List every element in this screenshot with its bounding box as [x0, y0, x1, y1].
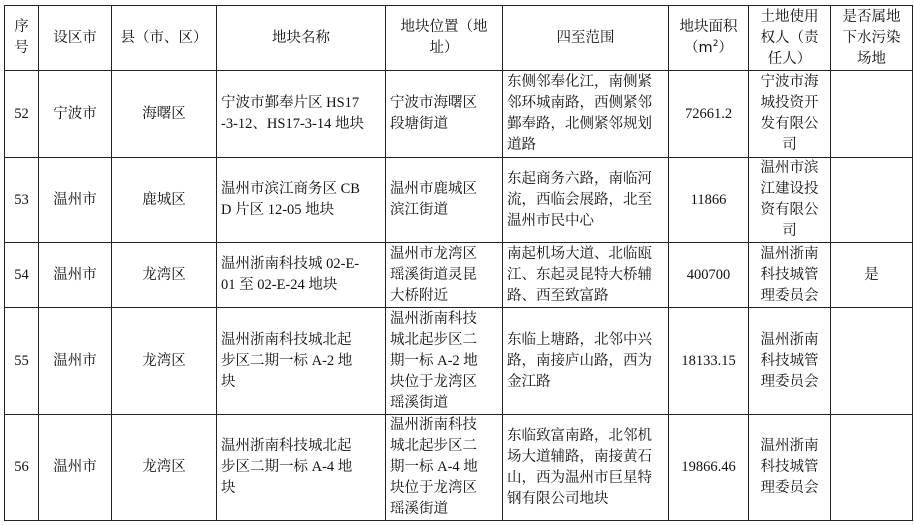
cell-groundwater: 是: [831, 243, 913, 308]
table-row: [5, 158, 913, 243]
cell-location: 温州市鹿城区 滨江街道: [386, 158, 503, 243]
header-area: [669, 6, 749, 71]
header-owner: 土地使用 权人（责 任人）: [749, 6, 831, 71]
cell-owner: 温州市滨 江建设投 资有限公 司: [749, 158, 831, 243]
cell-city: 宁波市: [39, 71, 112, 158]
cell-boundary: 南起机场大道、北临瓯 江、东起灵昆特大桥辅 路、西至致富路: [503, 243, 669, 308]
cell-no: 53: [5, 158, 39, 243]
table-row: [5, 243, 913, 308]
cell-no: 55: [5, 308, 39, 415]
cell-city: 温州市: [39, 158, 112, 243]
cell-groundwater: [831, 308, 913, 415]
cell-city: 温州市: [39, 415, 112, 521]
cell-county: 龙湾区: [112, 308, 217, 415]
cell-owner: 温州浙南 科技城管 理委员会: [749, 308, 831, 415]
cell-city: 温州市: [39, 243, 112, 308]
cell-boundary: 东起商务六路，南临河 流，西临会展路，北至 温州市民中心: [503, 158, 669, 243]
header-groundwater: 是否属地 下水污染 场地: [831, 6, 913, 71]
cell-boundary: 东侧邻奉化江，南侧紧 邻环城南路，西侧紧邻 鄞奉路，北侧紧邻规划 道路: [503, 71, 669, 158]
cell-county: 海曙区: [112, 71, 217, 158]
cell-groundwater: [831, 415, 913, 521]
cell-groundwater: [831, 71, 913, 158]
header-name: 地块名称: [217, 6, 386, 71]
cell-city: 温州市: [39, 308, 112, 415]
cell-location: 温州浙南科技 城北起步区二 期一标 A-2 地 块位于龙湾区 瑶溪街道: [386, 308, 503, 415]
table-row: [5, 308, 913, 415]
cell-location: 宁波市海曙区 段塘街道: [386, 71, 503, 158]
cell-name: 温州市滨江商务区 CB D 片区 12-05 地块: [217, 158, 386, 243]
cell-boundary: 东临上塘路，北邻中兴 路，南接庐山路，西为 金江路: [503, 308, 669, 415]
cell-groundwater: [831, 158, 913, 243]
header-area-close: ）: [718, 40, 733, 56]
cell-name: 宁波市鄞奉片区 HS17 -3-12、HS17-3-14 地块: [217, 71, 386, 158]
header-boundary: 四至范围: [503, 6, 669, 71]
cell-area: 72661.2: [669, 71, 749, 158]
cell-owner: 宁波市海 城投资开 发有限公 司: [749, 71, 831, 158]
cell-no: 56: [5, 415, 39, 521]
cell-location: 温州浙南科技 城北起步区二 期一标 A-4 地 块位于龙湾区 瑶溪街道: [386, 415, 503, 521]
cell-no: 52: [5, 71, 39, 158]
cell-name: 温州浙南科技城 02-E- 01 至 02-E-24 地块: [217, 243, 386, 308]
header-county: 县（市、区）: [112, 6, 217, 71]
cell-boundary: 东临致富南路，北邻机 场大道辅路，南接黄石 山，西为温州市巨星特 钢有限公司地块: [503, 415, 669, 521]
cell-county: 龙湾区: [112, 415, 217, 521]
cell-location: 温州市龙湾区 瑶溪街道灵昆 大桥附近: [386, 243, 503, 308]
header-city: 设区市: [39, 6, 112, 71]
table-row: [5, 415, 913, 521]
header-area-sup: 2: [712, 39, 719, 50]
header-area-label: 地块面积 （m: [679, 19, 738, 56]
cell-county: 鹿城区: [112, 158, 217, 243]
header-row: [5, 6, 913, 71]
land-parcel-table: [4, 5, 913, 521]
cell-name: 温州浙南科技城北起 步区二期一标 A-2 地 块: [217, 308, 386, 415]
table-row: [5, 71, 913, 158]
cell-area: 19866.46: [669, 415, 749, 521]
cell-name: 温州浙南科技城北起 步区二期一标 A-4 地 块: [217, 415, 386, 521]
cell-owner: 温州浙南 科技城管 理委员会: [749, 243, 831, 308]
header-location: 地块位置（地 址）: [386, 6, 503, 71]
cell-area: 400700: [669, 243, 749, 308]
cell-owner: 温州浙南 科技城管 理委员会: [749, 415, 831, 521]
header-no: 序 号: [5, 6, 39, 71]
cell-area: 18133.15: [669, 308, 749, 415]
cell-county: 龙湾区: [112, 243, 217, 308]
cell-no: 54: [5, 243, 39, 308]
cell-area: 11866: [669, 158, 749, 243]
